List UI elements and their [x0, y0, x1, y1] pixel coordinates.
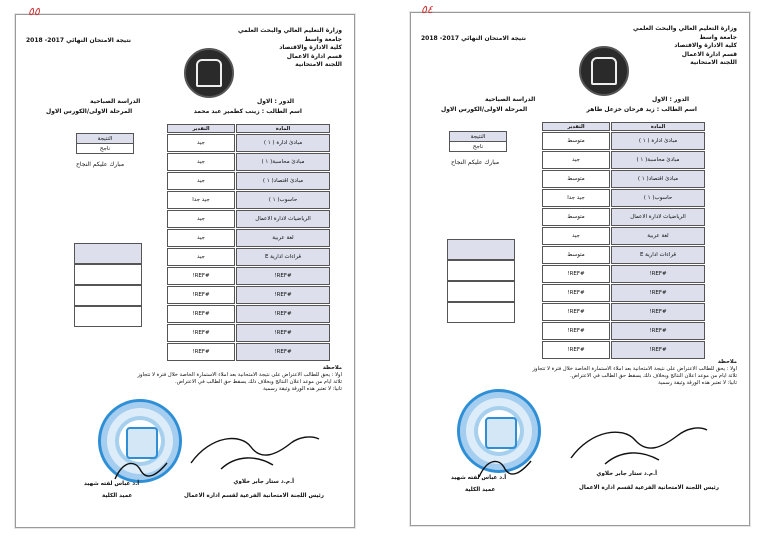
subject-cell: مبادئ محاسبة( ١ )	[236, 153, 330, 171]
result-label: النتيجة	[450, 132, 507, 142]
student-stage: المرحلة الاولى/الكورس الاول	[46, 108, 133, 115]
exam-title: نتيجة الامتحان النهائي 2017- 2018	[421, 35, 527, 42]
subject-cell: #REF!	[236, 267, 330, 285]
study-type: الدراسة الصباحية	[485, 96, 536, 103]
signature-icon	[181, 425, 321, 475]
table-row	[542, 284, 705, 302]
congrats-text: مبارك عليكم النجاح	[76, 161, 125, 168]
grade-cell: #REF!	[167, 267, 235, 285]
department-name: قسم ادارة الاعمال	[681, 50, 737, 58]
table-row	[542, 322, 705, 340]
subject-cell: لغة عربية	[611, 227, 705, 245]
college-name: كلية الادارة والاقتصاد	[279, 44, 342, 51]
grade-cell: جيد	[167, 210, 235, 228]
committee-head-title: رئيس اللجنة الامتحانية الفرعية لقسم ادارة الاعمال	[183, 493, 324, 499]
exam-round: الدور : الاول	[257, 98, 294, 105]
result-sheet-right	[410, 3, 750, 526]
university-name: جامعة واسط	[699, 33, 737, 41]
subject-cell: مبادئ محاسبة( ١ )	[611, 151, 705, 169]
table-row	[167, 134, 330, 152]
grade-cell: #REF!	[542, 303, 610, 321]
result-value: ناجح	[77, 144, 134, 154]
table-row	[167, 191, 330, 209]
grade-cell: جيد	[167, 248, 235, 266]
table-row	[542, 170, 705, 188]
committee-head-name: أ.م.د ستار جابر خلاوي	[596, 471, 657, 477]
note-line: ثانيا: لا تعتبر هذه الورقة وثيقة رسمية	[263, 386, 342, 392]
table-row	[167, 229, 330, 247]
grade-cell: جيد	[167, 229, 235, 247]
dean-title: عميد الكلية	[465, 487, 496, 493]
department-name: قسم ادارة الاعمال	[286, 52, 342, 60]
table-row	[167, 343, 330, 361]
result-value: ناجح	[450, 142, 507, 152]
side-grid-cell	[74, 306, 142, 327]
notes-heading: ملاحظة	[717, 359, 737, 365]
table-row	[542, 208, 705, 226]
subject-cell: قراءات ادارية E	[611, 246, 705, 264]
grade-column-header: التقدير	[167, 124, 235, 133]
grade-cell: متوسط	[542, 170, 610, 188]
table-row	[167, 172, 330, 190]
result-label: النتيجة	[77, 134, 134, 144]
student-name: اسم الطالب : زينب كطمير عبد محمد	[193, 108, 302, 115]
study-type: الدراسة الصباحية	[90, 98, 141, 105]
subject-cell: #REF!	[611, 284, 705, 302]
grade-cell: جيد	[542, 151, 610, 169]
grade-column-header: التقدير	[542, 122, 610, 131]
ministry-name: وزارة التعليم العالي والبحث العلمي	[632, 25, 737, 32]
side-grid-cell	[74, 285, 142, 306]
grade-cell: #REF!	[542, 284, 610, 302]
subject-cell: الرياضيات لادارة الاعمال	[611, 208, 705, 226]
student-stage: المرحلة الاولى/الكورس الاول	[441, 106, 528, 113]
grade-cell: #REF!	[542, 265, 610, 283]
dean-title: عميد الكلية	[102, 493, 133, 499]
congrats-text: مبارك عليكم النجاح	[451, 159, 500, 166]
student-name: اسم الطالب : زيد فرحان خزعل طاهر	[586, 106, 697, 113]
table-row	[167, 286, 330, 304]
table-row	[542, 246, 705, 264]
page-number: ٥٤	[421, 3, 433, 16]
side-grid-cell	[447, 302, 515, 323]
subject-cell: مبادئ اقتصاد( ١ )	[236, 172, 330, 190]
grade-cell: متوسط	[542, 208, 610, 226]
subject-cell: لغة عربية	[236, 229, 330, 247]
table-row	[167, 324, 330, 342]
subject-cell: #REF!	[236, 343, 330, 361]
result-box	[449, 131, 507, 152]
note-line: ثانيا: لا تعتبر هذه الورقة وثيقة رسمية	[658, 380, 737, 386]
committee-head-title: رئيس اللجنة الامتحانية الفرعية لقسم ادارة الاعمال	[578, 485, 719, 491]
grade-cell: #REF!	[542, 322, 610, 340]
subject-column-header: المادة	[236, 124, 330, 133]
side-grid-cell	[447, 260, 515, 281]
table-row	[542, 132, 705, 150]
university-logo-icon	[579, 46, 629, 96]
side-grid-cell	[74, 264, 142, 285]
grade-cell: متوسط	[542, 246, 610, 264]
note-line: اولا : يحق للطالب الاعتراض على نتيجة الامتحانية بعد املاء الاستمارة الخاصة خلال فترة لا تتجاوز	[137, 372, 342, 378]
grade-cell: #REF!	[167, 343, 235, 361]
table-row	[542, 265, 705, 283]
table-row	[167, 210, 330, 228]
side-grid-cell	[74, 243, 142, 264]
subject-cell: #REF!	[236, 324, 330, 342]
subject-cell: #REF!	[611, 322, 705, 340]
committee-name: اللجنة الامتحانية	[295, 61, 342, 68]
ministry-name: وزارة التعليم العالي والبحث العلمي	[237, 27, 342, 34]
table-row	[542, 151, 705, 169]
table-row	[542, 303, 705, 321]
grade-cell: جيد جدا	[167, 191, 235, 209]
dean-name: أ.د عباس لفته شهيد	[451, 475, 507, 481]
side-grid-cell	[447, 239, 515, 260]
grade-cell: #REF!	[167, 286, 235, 304]
committee-name: اللجنة الامتحانية	[690, 59, 737, 66]
side-grid	[447, 239, 515, 323]
grade-cell: جيد جدا	[542, 189, 610, 207]
table-row	[167, 267, 330, 285]
dean-name: أ.د عباس لفته شهيد	[84, 481, 140, 487]
institution-header	[633, 25, 737, 68]
subject-cell: مبادئ اقتصاد( ١ )	[611, 170, 705, 188]
subject-cell: #REF!	[611, 341, 705, 359]
university-logo-icon	[184, 48, 234, 98]
committee-head-name: أ.م.د ستار جابر خلاوي	[233, 479, 294, 485]
grade-cell: جيد	[167, 153, 235, 171]
exam-title: نتيجة الامتحان النهائي 2017- 2018	[26, 37, 132, 44]
university-name: جامعة واسط	[304, 35, 342, 43]
side-grid	[74, 243, 142, 327]
subject-cell: قراءات ادارية E	[236, 248, 330, 266]
table-row	[167, 248, 330, 266]
subject-cell: #REF!	[611, 303, 705, 321]
grade-cell: #REF!	[167, 305, 235, 323]
grade-cell: جيد	[167, 134, 235, 152]
notes-heading: ملاحظة	[322, 365, 342, 371]
subject-cell: #REF!	[236, 305, 330, 323]
table-row	[167, 305, 330, 323]
grades-table	[541, 121, 706, 360]
side-grid-cell	[447, 281, 515, 302]
subject-cell: حاسوب( ١ )	[611, 189, 705, 207]
grade-cell: #REF!	[167, 324, 235, 342]
grade-cell: جيد	[542, 227, 610, 245]
notes-section	[417, 359, 737, 387]
subject-cell: الرياضيات لادارة الاعمال	[236, 210, 330, 228]
college-name: كلية الادارة والاقتصاد	[674, 42, 737, 49]
note-line: ثلاثة ايام من موعد اعلان النتائج وبخلاف ذلك يسقط حق الطالب في الاعتراض.	[569, 373, 737, 379]
subject-cell: مبادئ ادارة ( ١ )	[611, 132, 705, 150]
subject-cell: #REF!	[611, 265, 705, 283]
table-row	[542, 341, 705, 359]
subject-column-header: المادة	[611, 122, 705, 131]
exam-round: الدور : الاول	[652, 96, 689, 103]
result-sheet-left	[15, 5, 355, 528]
result-box	[76, 133, 134, 154]
signature-icon	[561, 418, 711, 468]
grade-cell: #REF!	[542, 341, 610, 359]
grade-cell: جيد	[167, 172, 235, 190]
grades-table	[166, 123, 331, 362]
notes-section	[22, 365, 342, 393]
page-number: ٥٥	[28, 5, 40, 18]
note-line: ثلاثة ايام من موعد اعلان النتائج وبخلاف ذلك يسقط حق الطالب في الاعتراض.	[174, 379, 342, 385]
institution-header	[238, 27, 342, 70]
note-line: اولا : يحق للطالب الاعتراض على نتيجة الامتحانية بعد املاء الاستمارة الخاصة خلال فترة لا تتجاوز	[532, 366, 737, 372]
subject-cell: #REF!	[236, 286, 330, 304]
table-row	[167, 153, 330, 171]
subject-cell: حاسوب( ١ )	[236, 191, 330, 209]
subject-cell: مبادئ ادارة ( ١ )	[236, 134, 330, 152]
table-row	[542, 189, 705, 207]
table-row	[542, 227, 705, 245]
grade-cell: متوسط	[542, 132, 610, 150]
